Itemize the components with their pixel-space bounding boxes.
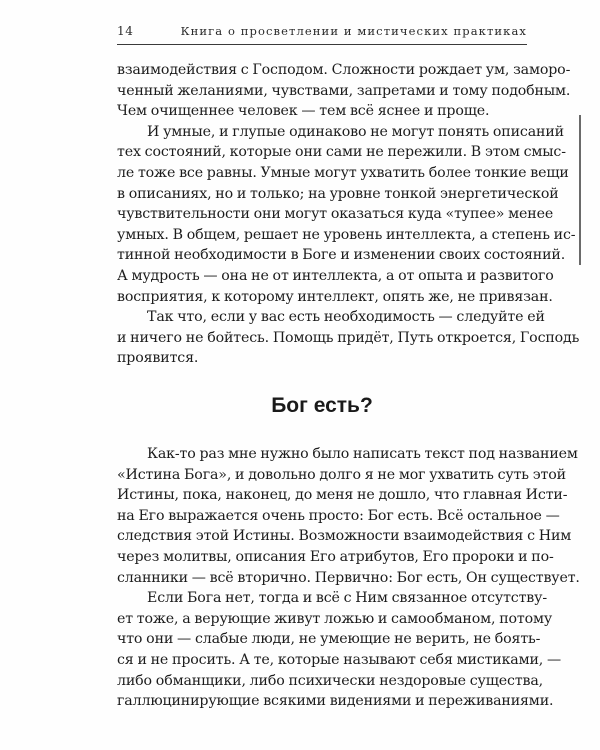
paragraph [117,122,576,307]
text-line: А мудрость — она не от интеллекта, а от опыта и развитого [117,267,554,284]
text-block-bottom [117,444,580,712]
text-line: Истины, пока, наконец, до меня не дошло, что главная Исти- [117,487,568,504]
text-line: взаимодействия с Господом. Сложности рождает ум, заморо- [117,62,571,78]
text-line: чувствительности они могут оказаться куда «тупее» менее [117,206,554,223]
text-line: И умные, и глупые одинаково не могут понять описаний [147,123,564,140]
text-line: галлюцинирующие всякими видениями и переживаниями. [117,693,554,710]
paragraph [117,307,580,369]
page-edge-shadow [579,115,581,265]
text-line: тех состояний, которые они сами не пережили. В этом смыс- [117,144,566,161]
text-line: Если Бога нет, тогда и всё с Ним связанное отсутству- [147,590,547,607]
text-block-top [117,60,580,369]
text-line: тинной необходимости в Боге и изменении своих состояний. [117,247,566,264]
text-line: ченный желаниями, чувствами, запретами и тому подобным. [117,82,571,99]
running-header [117,24,527,45]
text-line: через молитвы, описания Его атрибутов, Его пророки и по- [117,548,554,565]
page-number: 14 [117,24,134,38]
text-line: в описаниях, но и только; на уровне тонкой энергетической [117,185,559,202]
text-line: на Его выражается очень просто: Бог есть. Всё остальное — [117,507,560,524]
paragraph [117,588,562,712]
text-line: восприятия, к которому интеллект, опять же, не привязан. [117,288,553,305]
running-title: Книга о просветлении и мистических практиках [180,24,527,38]
text-line: «Истина Бога», и довольно долго я не мог ухватить суть этой [117,466,566,483]
text-line: ле тоже все равны. Умные могут ухватить более тонкие вещи [117,164,569,181]
text-line: ся и не просить. А те, которые называют себя мистиками, — [117,651,562,668]
text-line: сланники — всё вторично. Первично: Бог есть, Он существует. [117,569,580,586]
text-line: что они — слабые люди, не умеющие не верить, не боять- [117,631,541,648]
text-line: умных. В общем, решает не уровень интеллекта, а степень ис- [117,226,576,243]
text-line: проявится. [117,350,199,367]
paragraph [117,444,580,588]
chapter-heading: Бог есть? [271,394,373,417]
text-line: и ничего не бойтесь. Помощь придёт, Путь откроется, Господь [117,329,580,346]
text-line: следствия этой Истины. Возможности взаимодействия с Ним [117,528,572,545]
text-line: Чем очищеннее человек — тем всё яснее и проще. [117,103,490,120]
paragraph [117,60,571,122]
text-line: либо обманщики, либо психически нездоровые существа, [117,672,544,689]
text-line: ет тоже, а верующие живут ложью и самообманом, потому [117,610,553,627]
text-line: Так что, если у вас есть необходимость — следуйте ей [147,309,545,326]
text-line: Как-то раз мне нужно было написать текст под названием [147,446,578,462]
